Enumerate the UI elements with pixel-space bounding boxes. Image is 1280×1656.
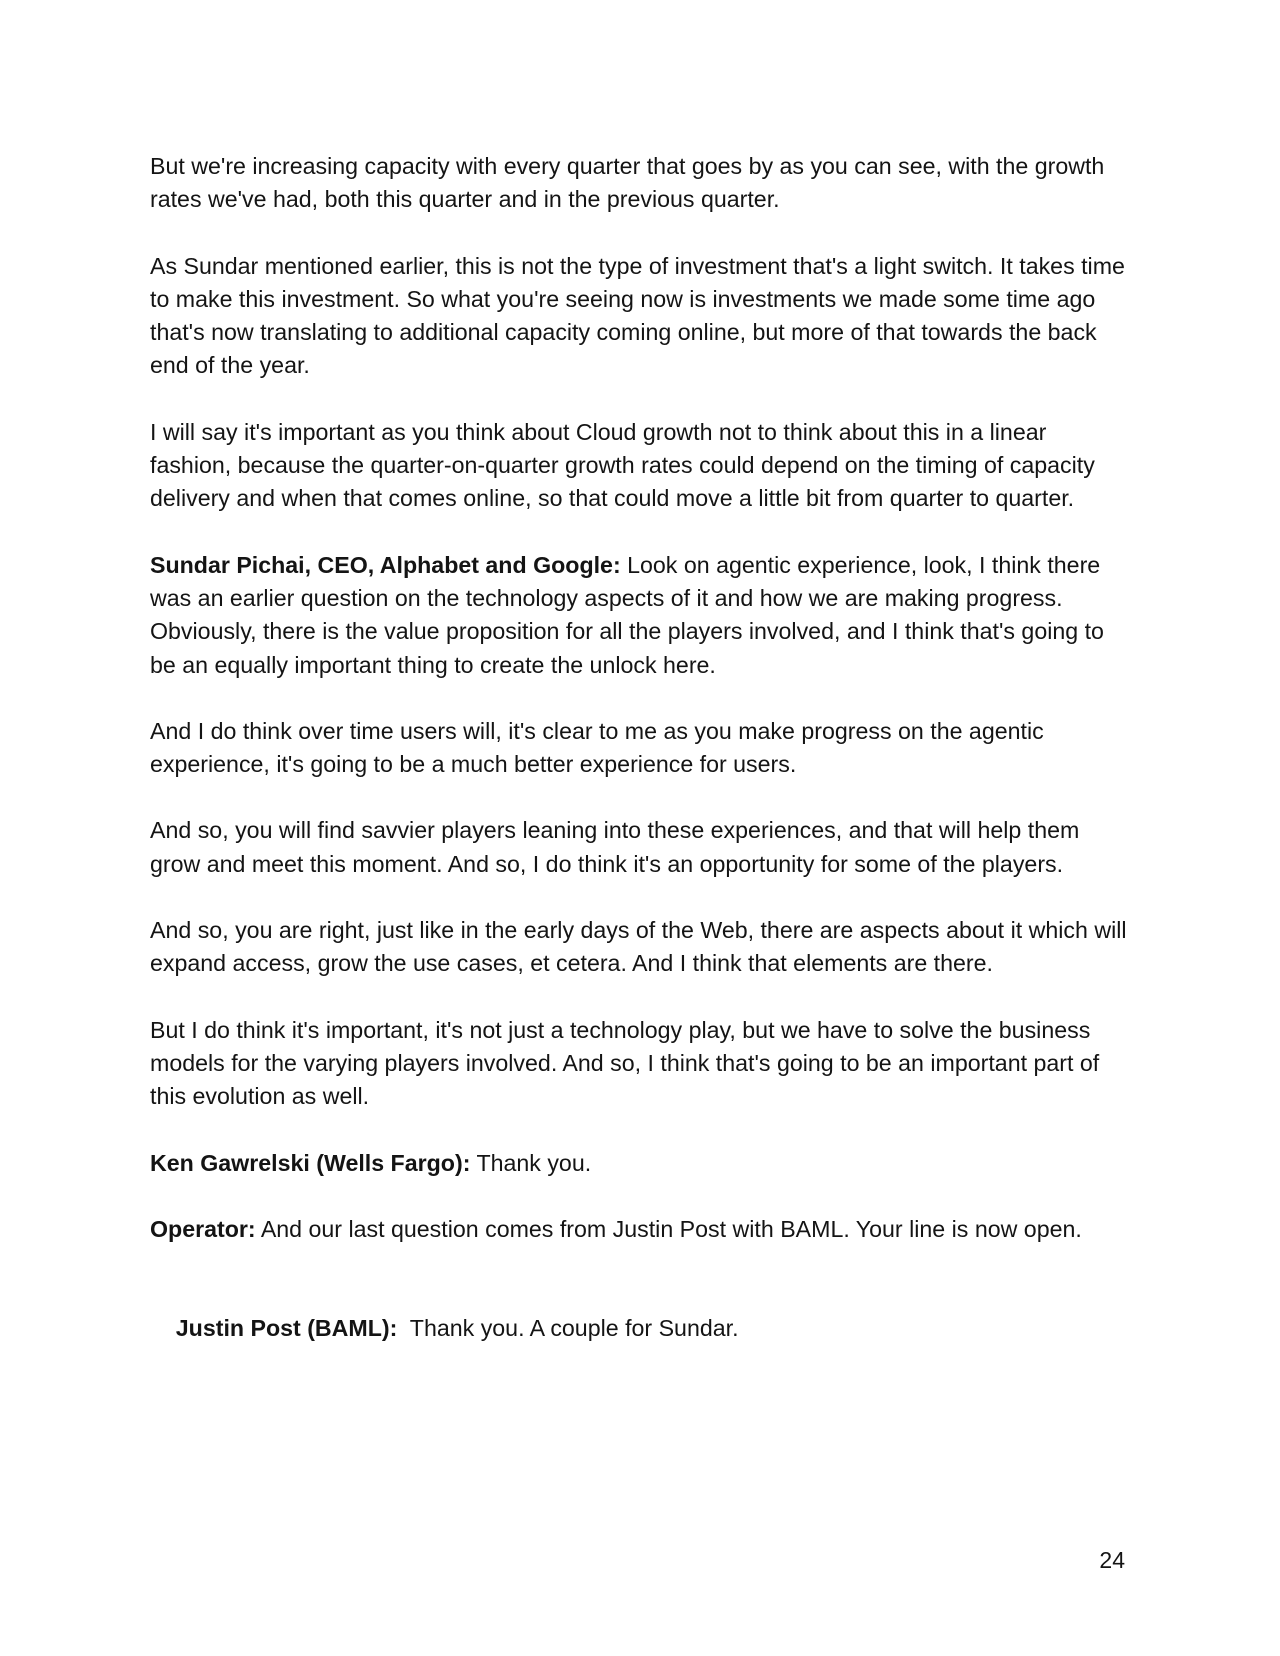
paragraph-text: Look on agentic experience, look, I think there was an earlier question on the technology aspects of it and how we are making progress. Obviously, there is the value proposition for all the players involved, and I think that's going to be an equally important thing to create the unlock here. [150,551,1104,678]
speaker-name: Ken Gawrelski (Wells Fargo): [150,1149,471,1176]
paragraph [150,1014,1130,1114]
paragraph [150,150,1130,217]
paragraph [150,1213,1130,1246]
paragraph-text: And I do think over time users will, it's clear to me as you make progress on the agentic experience, it's going to be a much better experience for users. [150,717,1044,778]
paragraph [150,549,1130,682]
paragraph-text: As Sundar mentioned earlier, this is not the type of investment that's a light switch. It takes time to make this investment. So what you're seeing now is investments we made some time ago that's now translating to additional capacity coming online, but more of that towards the back end of the year. [150,252,1125,379]
paragraph-text: And our last question comes from Justin Post with BAML. Your line is now open. [255,1215,1082,1242]
paragraph-text: And so, you are right, just like in the early days of the Web, there are aspects about it which will expand access, grow the use cases, et cetera. And I think that elements are there. [150,917,1127,977]
paragraph [150,715,1130,782]
paragraph [150,914,1130,981]
page-number: 24 [1099,1547,1125,1573]
paragraph [150,416,1130,516]
paragraph-text: And so, you will find savvier players leaning into these experiences, and that will help them grow and meet this moment. And so, I do think it's an opportunity for some of the players. [150,817,1080,877]
paragraph [150,1279,1130,1379]
speaker-name: Sundar Pichai, CEO, Alphabet and Google: [150,551,621,578]
paragraph [150,1147,1130,1180]
paragraph-text: Thank you. [470,1149,592,1176]
paragraph-text: But we're increasing capacity with every quarter that goes by as you can see, with the growth rates we've had, both this quarter and in the previous quarter. [150,153,1105,213]
paragraph [150,250,1130,383]
paragraph-text: I will say it's important as you think about Cloud growth not to think about this in a linear fashion, because the quarter-on-quarter growth rates could depend on the timing of capacity delivery and when that comes online, so that could move a little bit from quarter to quarter. [150,418,1095,512]
paragraph-text: But I do think it's important, it's not just a technology play, but we have to solve the business models for the varying players involved. And so, I think that's going to be an important part of this evolution as well. [150,1016,1100,1110]
speaker-name: Justin Post (BAML): [175,1315,398,1342]
paragraph-text: Thank you. A couple for Sundar. [397,1315,739,1342]
speaker-name: Operator: [150,1215,256,1242]
paragraph [150,814,1130,881]
transcript-body [150,150,1130,1412]
